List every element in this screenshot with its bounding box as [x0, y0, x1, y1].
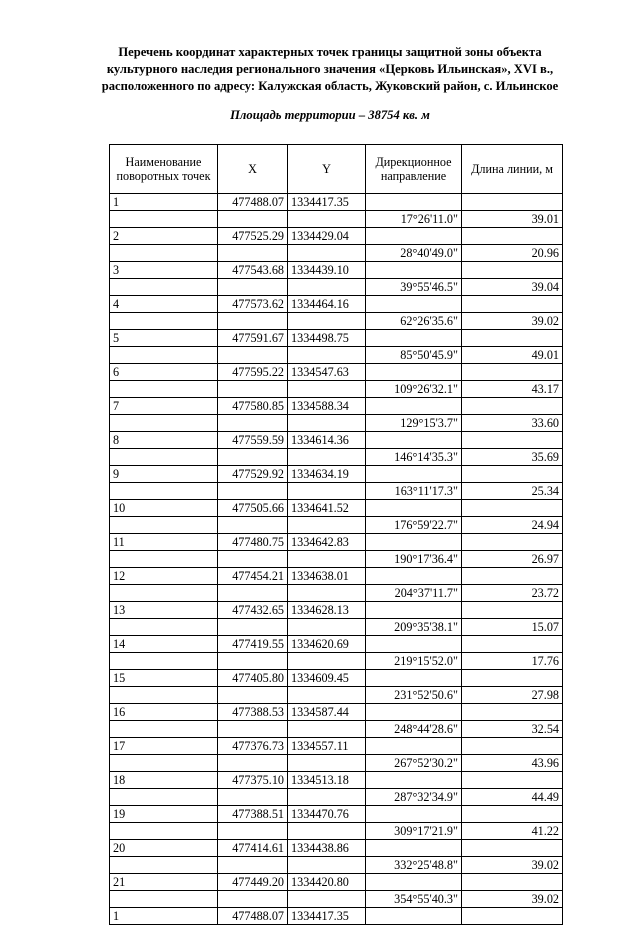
empty-cell	[366, 704, 462, 721]
point-x: 477525.29	[218, 228, 288, 245]
point-name: 8	[110, 432, 218, 449]
empty-cell	[462, 704, 563, 721]
empty-cell	[462, 330, 563, 347]
segment-direction: 176°59'22.7"	[366, 517, 462, 534]
segment-direction: 309°17'21.9"	[366, 823, 462, 840]
segment-direction: 287°32'34.9"	[366, 789, 462, 806]
title-line: расположенного по адресу: Калужская область, Жуковский район, с. Ильинское	[101, 79, 559, 93]
segment-direction: 248°44'28.6"	[366, 721, 462, 738]
segment-row	[110, 857, 563, 874]
empty-cell	[218, 585, 288, 602]
header-point-name: Наименование поворотных точек	[110, 145, 218, 194]
empty-cell	[218, 687, 288, 704]
point-row	[110, 704, 563, 721]
segment-length: 49.01	[462, 347, 563, 364]
point-x: 477419.55	[218, 636, 288, 653]
empty-cell	[462, 398, 563, 415]
empty-cell	[462, 228, 563, 245]
table-header-row	[110, 145, 563, 194]
segment-length: 39.02	[462, 891, 563, 908]
point-row	[110, 670, 563, 687]
segment-direction: 28°40'49.0"	[366, 245, 462, 262]
segment-length: 43.96	[462, 755, 563, 772]
point-y: 1334620.69	[288, 636, 366, 653]
point-name: 4	[110, 296, 218, 313]
empty-cell	[110, 415, 218, 432]
empty-cell	[462, 738, 563, 755]
point-row	[110, 500, 563, 517]
point-y: 1334513.18	[288, 772, 366, 789]
empty-cell	[110, 313, 218, 330]
point-y: 1334588.34	[288, 398, 366, 415]
segment-direction: 39°55'46.5"	[366, 279, 462, 296]
segment-row	[110, 449, 563, 466]
empty-cell	[218, 755, 288, 772]
empty-cell	[288, 449, 366, 466]
point-row	[110, 738, 563, 755]
title-line: Перечень координат характерных точек границы защитной зоны объекта	[118, 45, 542, 59]
empty-cell	[462, 874, 563, 891]
segment-length: 27.98	[462, 687, 563, 704]
segment-length: 20.96	[462, 245, 563, 262]
empty-cell	[110, 483, 218, 500]
segment-length: 39.02	[462, 313, 563, 330]
empty-cell	[218, 823, 288, 840]
point-y: 1334417.35	[288, 908, 366, 925]
segment-row	[110, 517, 563, 534]
point-name: 10	[110, 500, 218, 517]
point-y: 1334429.04	[288, 228, 366, 245]
segment-direction: 109°26'32.1"	[366, 381, 462, 398]
empty-cell	[110, 755, 218, 772]
point-x: 477414.61	[218, 840, 288, 857]
segment-row	[110, 483, 563, 500]
segment-row	[110, 619, 563, 636]
segment-direction: 209°35'38.1"	[366, 619, 462, 636]
document-title	[40, 44, 620, 95]
empty-cell	[366, 500, 462, 517]
empty-cell	[366, 432, 462, 449]
empty-cell	[218, 211, 288, 228]
empty-cell	[366, 364, 462, 381]
point-name: 16	[110, 704, 218, 721]
segment-row	[110, 585, 563, 602]
empty-cell	[288, 279, 366, 296]
empty-cell	[110, 381, 218, 398]
point-y: 1334641.52	[288, 500, 366, 517]
empty-cell	[110, 449, 218, 466]
empty-cell	[218, 857, 288, 874]
segment-row	[110, 687, 563, 704]
point-name: 18	[110, 772, 218, 789]
empty-cell	[218, 517, 288, 534]
point-name: 3	[110, 262, 218, 279]
empty-cell	[218, 619, 288, 636]
point-name: 11	[110, 534, 218, 551]
empty-cell	[366, 840, 462, 857]
segment-direction: 17°26'11.0"	[366, 211, 462, 228]
empty-cell	[218, 313, 288, 330]
empty-cell	[218, 653, 288, 670]
segment-length: 43.17	[462, 381, 563, 398]
segment-row	[110, 721, 563, 738]
point-name: 15	[110, 670, 218, 687]
point-name: 21	[110, 874, 218, 891]
segment-length: 35.69	[462, 449, 563, 466]
segment-row	[110, 381, 563, 398]
point-row	[110, 534, 563, 551]
point-row	[110, 330, 563, 347]
empty-cell	[366, 466, 462, 483]
empty-cell	[366, 806, 462, 823]
empty-cell	[288, 857, 366, 874]
point-y: 1334628.13	[288, 602, 366, 619]
segment-length: 26.97	[462, 551, 563, 568]
point-x: 477580.85	[218, 398, 288, 415]
empty-cell	[288, 585, 366, 602]
segment-direction: 204°37'11.7"	[366, 585, 462, 602]
empty-cell	[288, 381, 366, 398]
segment-length: 39.04	[462, 279, 563, 296]
empty-cell	[366, 908, 462, 925]
empty-cell	[288, 245, 366, 262]
empty-cell	[462, 194, 563, 211]
segment-direction: 85°50'45.9"	[366, 347, 462, 364]
point-x: 477543.68	[218, 262, 288, 279]
empty-cell	[218, 245, 288, 262]
segment-direction: 219°15'52.0"	[366, 653, 462, 670]
point-x: 477488.07	[218, 194, 288, 211]
empty-cell	[110, 279, 218, 296]
empty-cell	[366, 534, 462, 551]
empty-cell	[110, 619, 218, 636]
segment-row	[110, 313, 563, 330]
empty-cell	[110, 585, 218, 602]
empty-cell	[110, 721, 218, 738]
empty-cell	[462, 568, 563, 585]
point-y: 1334587.44	[288, 704, 366, 721]
point-x: 477480.75	[218, 534, 288, 551]
header-length: Длина линии, м	[462, 145, 563, 194]
segment-length: 23.72	[462, 585, 563, 602]
point-x: 477529.92	[218, 466, 288, 483]
empty-cell	[110, 789, 218, 806]
point-row	[110, 228, 563, 245]
empty-cell	[462, 262, 563, 279]
empty-cell	[462, 636, 563, 653]
point-row	[110, 908, 563, 925]
point-y: 1334642.83	[288, 534, 366, 551]
point-x: 477375.10	[218, 772, 288, 789]
point-name: 1	[110, 194, 218, 211]
point-x: 477388.53	[218, 704, 288, 721]
empty-cell	[366, 228, 462, 245]
empty-cell	[462, 432, 563, 449]
point-x: 477432.65	[218, 602, 288, 619]
empty-cell	[366, 772, 462, 789]
empty-cell	[366, 636, 462, 653]
segment-direction: 231°52'50.6"	[366, 687, 462, 704]
point-name: 9	[110, 466, 218, 483]
point-y: 1334420.80	[288, 874, 366, 891]
empty-cell	[288, 313, 366, 330]
point-name: 12	[110, 568, 218, 585]
point-y: 1334557.11	[288, 738, 366, 755]
segment-length: 41.22	[462, 823, 563, 840]
title-line: культурного наследия регионального значения «Церковь Ильинская», XVI в.,	[106, 62, 554, 76]
empty-cell	[110, 823, 218, 840]
empty-cell	[218, 721, 288, 738]
point-x: 477449.20	[218, 874, 288, 891]
segment-row	[110, 347, 563, 364]
point-x: 477488.07	[218, 908, 288, 925]
point-name: 2	[110, 228, 218, 245]
point-row	[110, 466, 563, 483]
empty-cell	[288, 415, 366, 432]
point-name: 17	[110, 738, 218, 755]
segment-length: 39.01	[462, 211, 563, 228]
segment-row	[110, 211, 563, 228]
point-x: 477595.22	[218, 364, 288, 381]
empty-cell	[218, 279, 288, 296]
point-name: 6	[110, 364, 218, 381]
empty-cell	[366, 330, 462, 347]
point-row	[110, 874, 563, 891]
point-y: 1334634.19	[288, 466, 366, 483]
segment-direction: 129°15'3.7"	[366, 415, 462, 432]
segment-direction: 354°55'40.3"	[366, 891, 462, 908]
point-row	[110, 772, 563, 789]
empty-cell	[218, 415, 288, 432]
empty-cell	[288, 619, 366, 636]
point-y: 1334498.75	[288, 330, 366, 347]
empty-cell	[462, 908, 563, 925]
empty-cell	[110, 347, 218, 364]
point-x: 477573.62	[218, 296, 288, 313]
point-row	[110, 194, 563, 211]
point-row	[110, 296, 563, 313]
empty-cell	[462, 296, 563, 313]
empty-cell	[110, 245, 218, 262]
empty-cell	[366, 670, 462, 687]
point-row	[110, 398, 563, 415]
empty-cell	[462, 806, 563, 823]
point-row	[110, 262, 563, 279]
point-y: 1334470.76	[288, 806, 366, 823]
empty-cell	[288, 653, 366, 670]
empty-cell	[288, 517, 366, 534]
segment-row	[110, 755, 563, 772]
empty-cell	[288, 823, 366, 840]
point-y: 1334638.01	[288, 568, 366, 585]
segment-row	[110, 279, 563, 296]
point-row	[110, 432, 563, 449]
segment-length: 24.94	[462, 517, 563, 534]
empty-cell	[110, 517, 218, 534]
point-name: 20	[110, 840, 218, 857]
empty-cell	[366, 398, 462, 415]
empty-cell	[110, 211, 218, 228]
segment-row	[110, 789, 563, 806]
empty-cell	[462, 670, 563, 687]
header-y: Y	[288, 145, 366, 194]
empty-cell	[366, 262, 462, 279]
segment-length: 25.34	[462, 483, 563, 500]
point-row	[110, 806, 563, 823]
point-row	[110, 568, 563, 585]
empty-cell	[366, 738, 462, 755]
table-body	[110, 194, 563, 925]
empty-cell	[288, 483, 366, 500]
segment-direction: 190°17'36.4"	[366, 551, 462, 568]
point-row	[110, 840, 563, 857]
segment-length: 44.49	[462, 789, 563, 806]
header-x: X	[218, 145, 288, 194]
empty-cell	[462, 534, 563, 551]
point-y: 1334547.63	[288, 364, 366, 381]
empty-cell	[288, 755, 366, 772]
point-y: 1334417.35	[288, 194, 366, 211]
empty-cell	[110, 653, 218, 670]
point-row	[110, 602, 563, 619]
empty-cell	[366, 194, 462, 211]
empty-cell	[288, 211, 366, 228]
empty-cell	[288, 789, 366, 806]
empty-cell	[462, 772, 563, 789]
empty-cell	[110, 551, 218, 568]
empty-cell	[218, 381, 288, 398]
segment-row	[110, 823, 563, 840]
segment-direction: 146°14'35.3"	[366, 449, 462, 466]
point-x: 477454.21	[218, 568, 288, 585]
point-x: 477376.73	[218, 738, 288, 755]
empty-cell	[366, 296, 462, 313]
point-x: 477388.51	[218, 806, 288, 823]
point-x: 477405.80	[218, 670, 288, 687]
point-name: 7	[110, 398, 218, 415]
point-row	[110, 636, 563, 653]
empty-cell	[366, 568, 462, 585]
empty-cell	[462, 840, 563, 857]
empty-cell	[218, 347, 288, 364]
empty-cell	[462, 466, 563, 483]
segment-row	[110, 415, 563, 432]
point-x: 477559.59	[218, 432, 288, 449]
point-name: 14	[110, 636, 218, 653]
point-y: 1334464.16	[288, 296, 366, 313]
empty-cell	[110, 857, 218, 874]
point-y: 1334439.10	[288, 262, 366, 279]
empty-cell	[218, 483, 288, 500]
empty-cell	[366, 602, 462, 619]
coordinates-table	[109, 144, 563, 925]
segment-length: 32.54	[462, 721, 563, 738]
segment-length: 33.60	[462, 415, 563, 432]
segment-length: 17.76	[462, 653, 563, 670]
segment-length: 39.02	[462, 857, 563, 874]
point-y: 1334438.86	[288, 840, 366, 857]
point-y: 1334614.36	[288, 432, 366, 449]
segment-row	[110, 245, 563, 262]
empty-cell	[218, 789, 288, 806]
point-row	[110, 364, 563, 381]
segment-row	[110, 551, 563, 568]
empty-cell	[462, 602, 563, 619]
empty-cell	[288, 347, 366, 364]
point-y: 1334609.45	[288, 670, 366, 687]
empty-cell	[110, 687, 218, 704]
empty-cell	[288, 551, 366, 568]
point-x: 477505.66	[218, 500, 288, 517]
empty-cell	[288, 687, 366, 704]
empty-cell	[288, 721, 366, 738]
segment-row	[110, 653, 563, 670]
empty-cell	[218, 551, 288, 568]
empty-cell	[462, 500, 563, 517]
segment-length: 15.07	[462, 619, 563, 636]
segment-direction: 332°25'48.8"	[366, 857, 462, 874]
point-x: 477591.67	[218, 330, 288, 347]
point-name: 1	[110, 908, 218, 925]
point-name: 5	[110, 330, 218, 347]
segment-direction: 267°52'30.2"	[366, 755, 462, 772]
empty-cell	[462, 364, 563, 381]
segment-direction: 163°11'17.3"	[366, 483, 462, 500]
empty-cell	[218, 449, 288, 466]
empty-cell	[366, 874, 462, 891]
point-name: 13	[110, 602, 218, 619]
segment-direction: 62°26'35.6"	[366, 313, 462, 330]
area-line: Площадь территории – 38754 кв. м	[230, 108, 430, 122]
header-direction: Дирекционное направление	[366, 145, 462, 194]
point-name: 19	[110, 806, 218, 823]
